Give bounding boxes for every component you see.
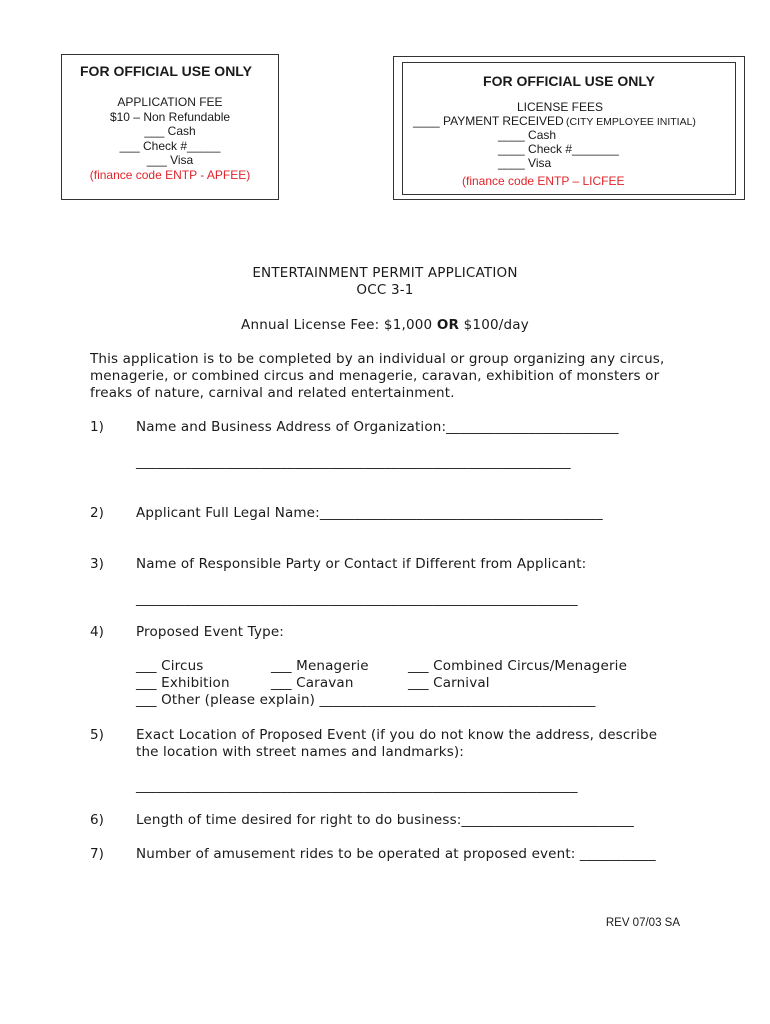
official-use-heading: FOR OFFICIAL USE ONLY xyxy=(80,63,252,79)
form-title: ENTERTAINMENT PERMIT APPLICATION xyxy=(252,265,518,281)
cash-option: ____ Cash xyxy=(498,128,557,142)
question-5-line-1: Exact Location of Proposed Event (if you do not know the address, describe xyxy=(136,727,658,743)
question-5-text xyxy=(136,727,657,761)
check-option: ____ Check #_______ xyxy=(498,142,619,156)
finance-code: (finance code ENTP – LICFEE xyxy=(462,174,625,188)
fee-prefix: Annual License Fee: $1,000 xyxy=(241,317,437,333)
intro-line: menagerie, or combined circus and menagerie, caravan, exhibition of monsters or xyxy=(90,368,660,384)
question-1-blank-line[interactable]: _______________________________________________________________ xyxy=(136,454,571,470)
application-fee-label: APPLICATION FEE xyxy=(117,95,223,109)
question-4-number: 4) xyxy=(90,624,104,640)
event-type-carnival[interactable]: ___ Carnival xyxy=(408,675,490,691)
application-fee-block xyxy=(62,95,278,182)
question-3-text: Name of Responsible Party or Contact if Different from Applicant: xyxy=(136,556,587,572)
question-3-number: 3) xyxy=(90,556,104,572)
check-option: ___ Check #_____ xyxy=(119,138,221,153)
form-code: OCC 3-1 xyxy=(356,282,414,298)
finance-code: (finance code ENTP - APFEE) xyxy=(89,167,251,182)
intro-line: This application is to be completed by an individual or group organizing any circus, xyxy=(90,351,665,367)
fee-amount: $10 – Non Refundable xyxy=(109,109,231,124)
official-use-inner-frame xyxy=(402,62,736,195)
intro-line: freaks of nature, carnival and related entertainment. xyxy=(90,385,455,401)
event-type-caravan[interactable]: ___ Caravan xyxy=(271,675,354,691)
official-use-box-left xyxy=(61,54,279,200)
question-3-blank-line[interactable]: ________________________________________________________________ xyxy=(136,591,578,607)
question-4-text: Proposed Event Type: xyxy=(136,624,284,640)
event-type-exhibition[interactable]: ___ Exhibition xyxy=(136,675,230,691)
event-type-combined[interactable]: ___ Combined Circus/Menagerie xyxy=(408,658,628,674)
question-5-number: 5) xyxy=(90,727,104,743)
intro-paragraph xyxy=(90,351,664,402)
fee-or: OR xyxy=(436,317,460,333)
fee-suffix: $100/day xyxy=(459,317,529,333)
question-5-blank-line[interactable]: ________________________________________________________________ xyxy=(136,778,578,794)
revision-label: REV 07/03 SA xyxy=(605,917,680,929)
question-2-text[interactable]: Applicant Full Legal Name:_________________________________________ xyxy=(136,505,603,521)
question-6-text[interactable]: Length of time desired for right to do business:_________________________ xyxy=(136,812,634,828)
event-type-menagerie[interactable]: ___ Menagerie xyxy=(271,658,369,674)
visa-option: ___ Visa xyxy=(146,153,194,167)
annual-license-fee xyxy=(0,317,770,333)
question-7-number: 7) xyxy=(90,846,104,862)
payment-received-line: ____ PAYMENT RECEIVED xyxy=(413,114,564,128)
event-type-other[interactable]: ___ Other (please explain) ________________________________________ xyxy=(136,692,596,708)
question-1-text[interactable]: Name and Business Address of Organization:_________________________ xyxy=(136,419,619,435)
official-use-heading: FOR OFFICIAL USE ONLY xyxy=(483,73,655,89)
cash-option: ___ Cash xyxy=(144,124,196,138)
event-type-circus[interactable]: ___ Circus xyxy=(136,658,204,674)
official-use-box-right xyxy=(393,56,745,200)
question-2-number: 2) xyxy=(90,505,104,521)
question-5-line-2: the location with street names and landmarks): xyxy=(136,744,464,760)
visa-option: ____ Visa xyxy=(498,156,552,170)
question-7-text[interactable]: Number of amusement rides to be operated at proposed event: ___________ xyxy=(136,846,656,862)
city-employee-initial-label: (CITY EMPLOYEE INITIAL) xyxy=(566,116,696,128)
question-1-number: 1) xyxy=(90,419,104,435)
question-6-number: 6) xyxy=(90,812,104,828)
license-fees-label: LICENSE FEES xyxy=(517,100,604,114)
